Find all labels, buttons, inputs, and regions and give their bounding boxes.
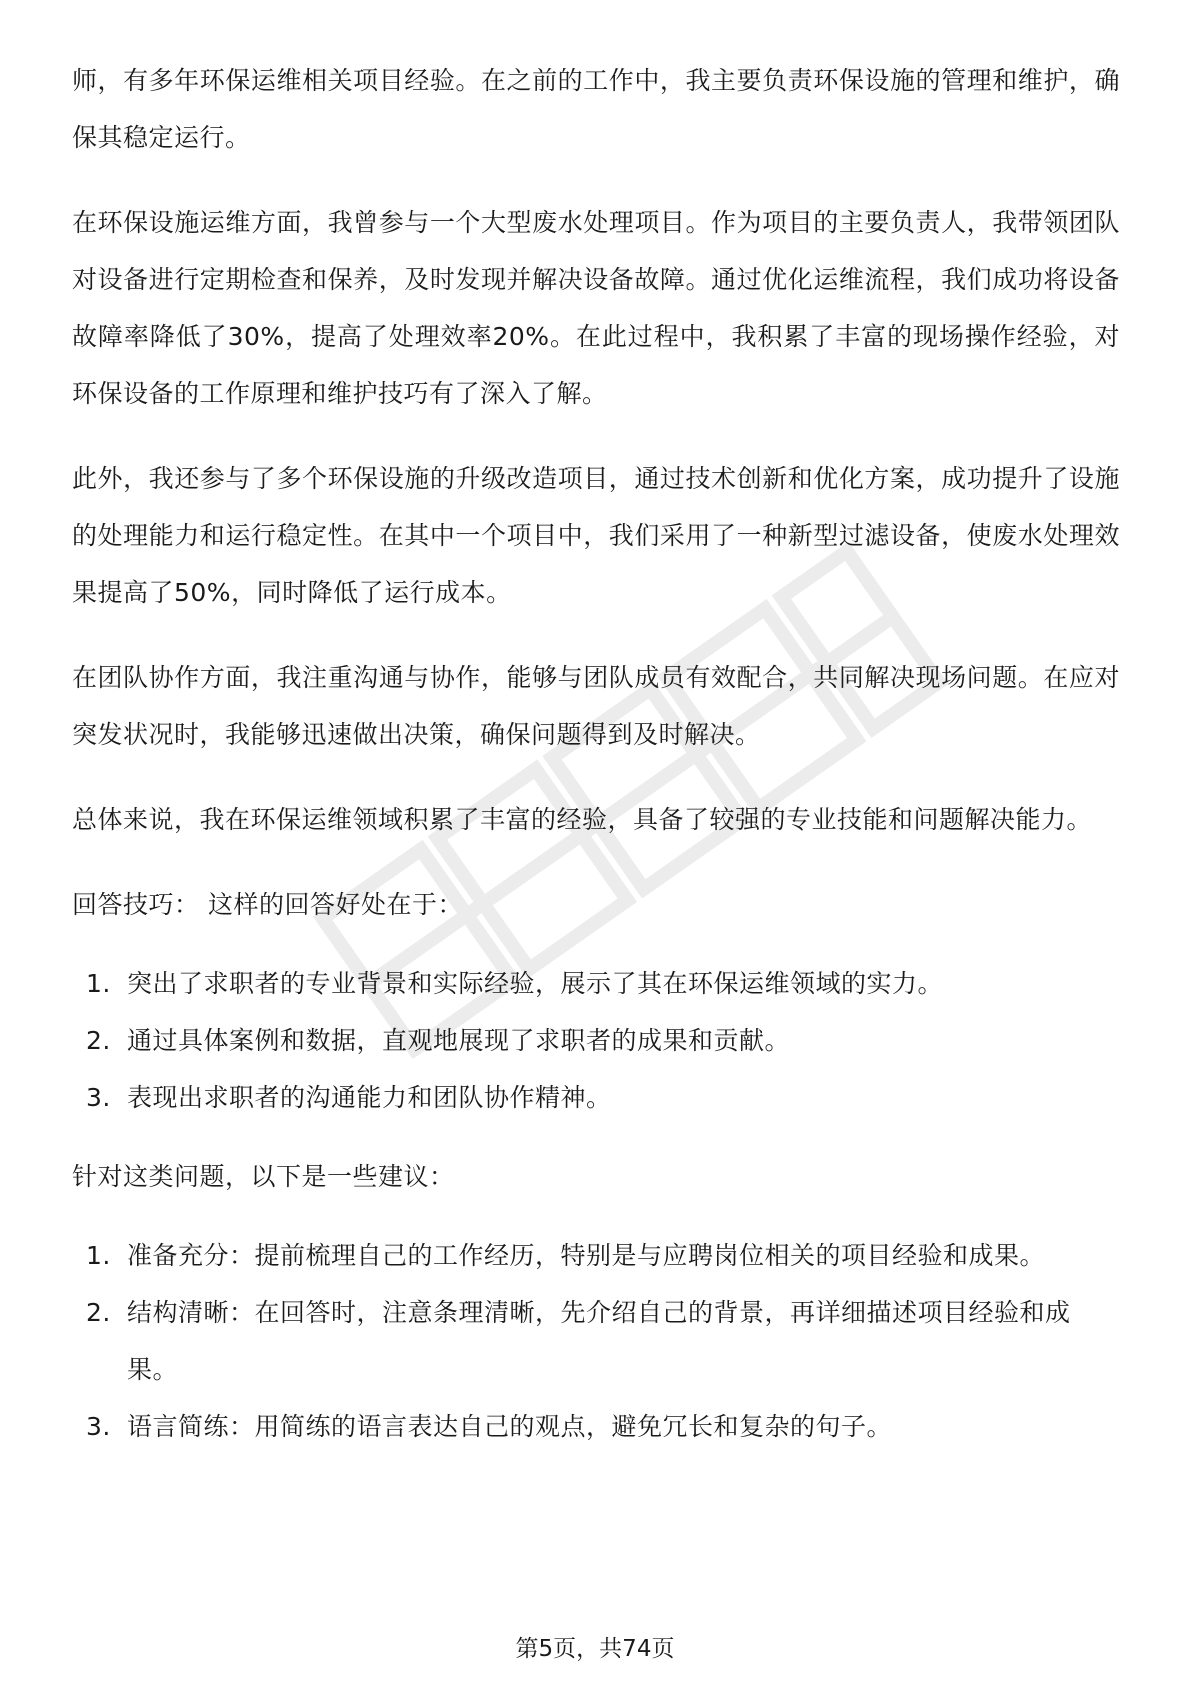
document-body	[72, 52, 1120, 1477]
advice-heading: 针对这类问题，以下是一些建议：	[72, 1162, 455, 1191]
list-number: 1.	[86, 1241, 111, 1270]
paragraph-summary: 总体来说，我在环保运维领域积累了丰富的经验，具备了较强的专业技能和问题解决能力。	[72, 805, 1093, 834]
list-item	[72, 1227, 1120, 1284]
list-text: 结构清晰：在回答时，注意条理清晰，先介绍自己的背景，再详细描述项目经验和成果。	[127, 1298, 1071, 1384]
page-footer: 第5页，共74页	[515, 1636, 675, 1662]
list-item	[72, 1069, 1120, 1126]
list-number: 2.	[86, 1026, 111, 1055]
list-number: 1.	[86, 969, 111, 998]
tips-list	[72, 955, 1120, 1126]
list-text: 表现出求职者的沟通能力和团队协作精神。	[127, 1083, 612, 1112]
list-text: 语言简练：用简练的语言表达自己的观点，避免冗长和复杂的句子。	[127, 1412, 893, 1441]
list-item	[72, 1398, 1120, 1455]
list-number: 2.	[86, 1298, 111, 1327]
list-number: 3.	[86, 1412, 111, 1441]
list-item	[72, 955, 1120, 1012]
advice-list	[72, 1227, 1120, 1455]
list-number: 3.	[86, 1083, 111, 1112]
list-text: 通过具体案例和数据，直观地展现了求职者的成果和贡献。	[127, 1026, 791, 1055]
paragraph-wastewater-project: 在环保设施运维方面，我曾参与一个大型废水处理项目。作为项目的主要负责人，我带领团队对设备进行定期检查和保养，及时发现并解决设备故障。通过优化运维流程，我们成功将设备故障率降低了30%，提高了处理效率20%。在此过程中，我积累了丰富的现场操作经验，对环保设备的工作原理和维护技巧有了深入了解。	[72, 208, 1120, 408]
list-text: 准备充分：提前梳理自己的工作经历，特别是与应聘岗位相关的项目经验和成果。	[127, 1241, 1046, 1270]
paragraph-intro: 师，有多年环保运维相关项目经验。在之前的工作中，我主要负责环保设施的管理和维护，确保其稳定运行。	[72, 66, 1120, 152]
list-text: 突出了求职者的专业背景和实际经验，展示了其在环保运维领域的实力。	[127, 969, 944, 998]
paragraph-upgrade-projects: 此外，我还参与了多个环保设施的升级改造项目，通过技术创新和优化方案，成功提升了设施的处理能力和运行稳定性。在其中一个项目中，我们采用了一种新型过滤设备，使废水处理效果提高了50%，同时降低了运行成本。	[72, 464, 1120, 607]
tips-heading: 回答技巧： 这样的回答好处在于：	[72, 890, 463, 919]
list-item	[72, 1284, 1120, 1398]
paragraph-teamwork: 在团队协作方面，我注重沟通与协作，能够与团队成员有效配合，共同解决现场问题。在应对突发状况时，我能够迅速做出决策，确保问题得到及时解决。	[72, 663, 1120, 749]
list-item	[72, 1012, 1120, 1069]
